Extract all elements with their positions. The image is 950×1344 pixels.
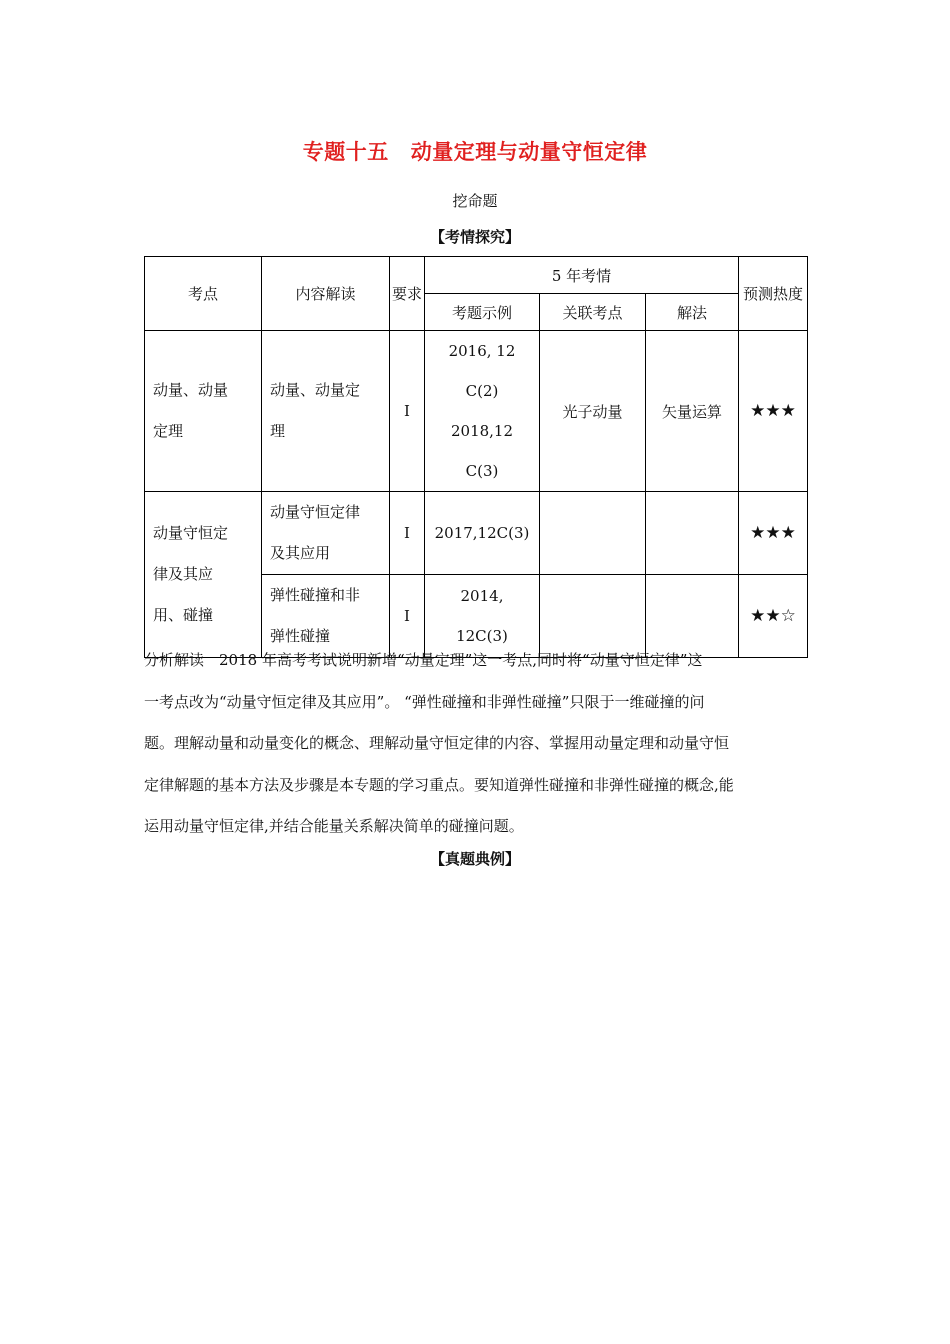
header-kaodian: 考点 (145, 257, 262, 331)
header-five-year: 5 年考情 (425, 257, 739, 294)
cell-guanlian (540, 492, 646, 575)
header-guanlian: 关联考点 (540, 294, 646, 331)
analysis-line: 题。理解动量和动量变化的概念、理解动量守恒定律的内容、掌握用动量定理和动量守恒 (144, 734, 730, 752)
header-yaoqiu: 要求 (390, 257, 425, 331)
rating-stars: ★★★ (739, 492, 808, 575)
header-jiefa: 解法 (646, 294, 739, 331)
analysis-line: 运用动量守恒定律,并结合能量关系解决简单的碰撞问题。 (144, 817, 524, 835)
rating-stars: ★★☆ (739, 575, 808, 658)
cell-yaoqiu: Ⅰ (390, 331, 425, 492)
table-row (145, 331, 808, 492)
cell-jiefa: 矢量运算 (646, 331, 739, 492)
cell-neirong: 弹性碰撞和非 弹性碰撞 (262, 575, 390, 658)
cell-kaodian: 动量守恒定 律及其应 用、碰撞 (145, 492, 262, 658)
cell-kaodian: 动量、动量 定理 (145, 331, 262, 492)
cell-yaoqiu: Ⅰ (390, 575, 425, 658)
analysis-line: 分析解读 2018 年高考考试说明新增“动量定理”这一考点,同时将“动量守恒定律”这 (144, 651, 703, 669)
cell-kaoti: 2014, 12C(3) (425, 575, 540, 658)
cell-kaoti: 2016, 12 C(2) 2018,12 C(3) (425, 331, 540, 492)
analysis-line: 一考点改为“动量守恒定律及其应用”。 “弹性碰撞和非弹性碰撞”只限于一维碰撞的问 (144, 692, 705, 711)
cell-yaoqiu: Ⅰ (390, 492, 425, 575)
cell-guanlian: 光子动量 (540, 331, 646, 492)
section-heading-examples: 【真题典例】 (429, 850, 520, 868)
title-part-2: 动量定理与动量守恒定律 (410, 140, 648, 164)
rating-stars: ★★★ (739, 331, 808, 492)
section-heading-exam: 【考情探究】 (429, 228, 520, 246)
cell-neirong: 动量守恒定律 及其应用 (262, 492, 390, 575)
header-neirong: 内容解读 (262, 257, 390, 331)
page-title (0, 136, 950, 166)
analysis-paragraph (144, 640, 807, 848)
analysis-line: 定律解题的基本方法及步骤是本专题的学习重点。要知道弹性碰撞和非弹性碰撞的概念,能 (144, 775, 734, 794)
title-part-1: 专题十五 (302, 140, 389, 164)
table-row (145, 492, 808, 575)
cell-neirong: 动量、动量定 理 (262, 331, 390, 492)
header-yuce: 预测热度 (739, 257, 808, 331)
header-kaoti: 考题示例 (425, 294, 540, 331)
exam-overview-table (144, 256, 808, 658)
subtitle: 挖命题 (452, 192, 498, 210)
cell-jiefa (646, 492, 739, 575)
cell-kaoti: 2017,12C(3) (425, 492, 540, 575)
